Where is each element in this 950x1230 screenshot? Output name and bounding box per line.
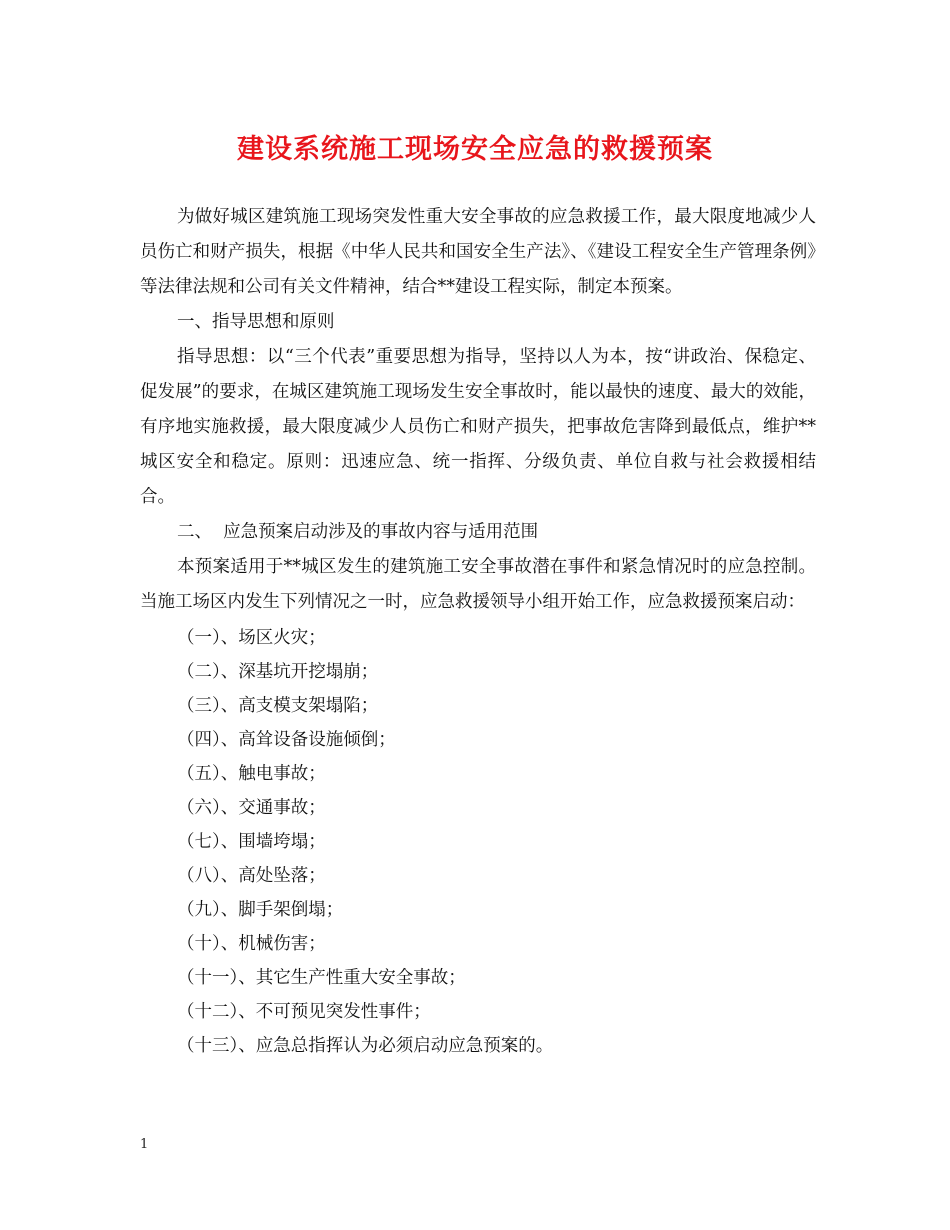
list-item: （十三）、应急总指挥认为必须启动应急预案的。 (177, 1036, 554, 1056)
intro-paragraph: 为做好城区建筑施工现场突发性重大安全事故的应急救援工作，最大限度地减少人员伤亡和财产损失，根据《中华人民共和国安全生产法》、《建设工程安全生产管理条例》等法律法规和公司有关文件精神，结合**建设工程实际，制定本预案。 (140, 207, 816, 297)
section-heading-scope: 二、 应急预案启动涉及的事故内容与适用范围 (177, 522, 539, 542)
list-item: （二）、深基坑开挖塌崩； (177, 662, 379, 682)
list-item: （八）、高处坠落； (177, 866, 326, 886)
list-item: （十一）、其它生产性重大安全事故； (177, 968, 466, 988)
list-item: （三）、高支模支架塌陷； (177, 696, 379, 716)
document-body (140, 200, 816, 1063)
list-item: （十）、机械伤害； (177, 934, 326, 954)
list-item: （九）、脚手架倒塌； (177, 900, 344, 920)
list-item: （六）、交通事故； (177, 798, 326, 818)
incident-list (140, 621, 816, 1063)
guiding-principles-paragraph: 指导思想：以“三个代表”重要思想为指导，坚持以人为本，按“讲政治、保稳定、促发展”的要求，在城区建筑施工现场发生安全事故时，能以最快的速度、最大的效能，有序地实施救援，最大限度减少人员伤亡和财产损失，把事故危害降到最低点，维护**城区安全和稳定。原则：迅速应急、统一指挥、分级负责、单位自救与社会救援相结合。 (140, 347, 816, 507)
list-item: （五）、触电事故； (177, 764, 326, 784)
page-number: 1 (140, 1137, 149, 1152)
section-heading-guiding-principles: 一、指导思想和原则 (177, 312, 335, 332)
document-title: 建设系统施工现场安全应急的救援预案 (237, 134, 713, 165)
list-item: （七）、围墙垮塌； (177, 832, 326, 852)
list-item: （一）、场区火灾； (177, 628, 326, 648)
list-item: （四）、高耸设备设施倾倒； (177, 730, 396, 750)
scope-paragraph: 本预案适用于**城区发生的建筑施工安全事故潜在事件和紧急情况时的应急控制。当施工场区内发生下列情况之一时，应急救援领导小组开始工作，应急救援预案启动： (140, 557, 816, 612)
list-item: （十二）、不可预见突发性事件； (177, 1002, 431, 1022)
